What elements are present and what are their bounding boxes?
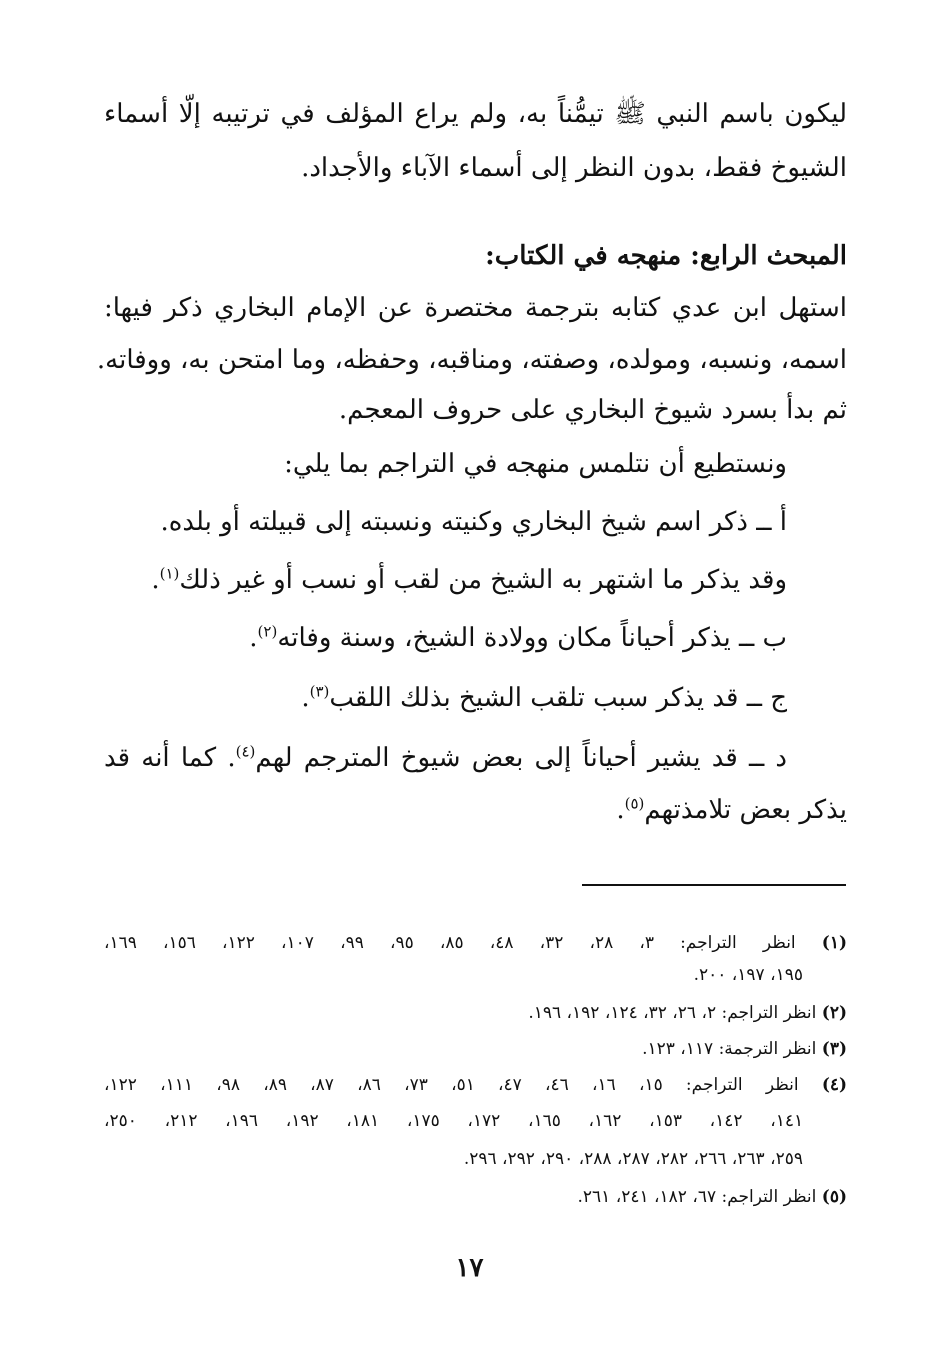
- paragraph-1-line-2: الشيوخ فقط، بدون النظر إلى أسماء الآباء والأجداد.: [301, 153, 847, 183]
- list-item-b-text: ب ــ يذكر أحياناً مكان وولادة الشيخ، وسنة وفاته: [277, 623, 787, 653]
- footnote-1-number: (١): [821, 933, 848, 953]
- list-item-d-text: د ــ قد يشير أحياناً إلى بعض شيوخ المترجم لهم: [255, 743, 787, 773]
- footnote-3-text: انظر الترجمة: ١١٧، ١٢٣.: [642, 1039, 817, 1059]
- footnote-ref-4: (٤): [235, 742, 256, 761]
- footnote-separator: [582, 884, 846, 886]
- sentence-period: .: [616, 795, 625, 825]
- footnote-ref-3: (٣): [309, 682, 330, 701]
- list-item-b: [249, 620, 787, 656]
- sentence-period: .: [151, 565, 160, 595]
- footnote-1-text: انظر التراجم: ٣، ٢٨، ٣٢، ٤٨، ٨٥، ٩٥، ٩٩، ١٠٧، ١٢٢، ١٥٦، ١٦٩،: [104, 933, 796, 953]
- list-item-d-text-2: . كما أنه قد: [104, 743, 236, 773]
- list-item-c: [301, 680, 787, 716]
- footnote-4-line-1: [104, 1072, 847, 1098]
- footnote-ref-1: (١): [159, 564, 180, 583]
- footnote-4-number: (٤): [821, 1075, 848, 1095]
- paragraph-3: ونستطيع أن نتلمس منهجه في التراجم بما يلي:: [284, 449, 787, 479]
- footnote-5-number: (٥): [821, 1187, 847, 1207]
- list-item-d-line-1: [104, 740, 787, 776]
- list-item-d-line-2: [616, 792, 847, 828]
- list-item-c-text: ج ــ قد يذكر سبب تلقب الشيخ بذلك اللقب: [329, 683, 787, 713]
- footnote-ref-2: (٢): [257, 622, 278, 641]
- page-number: ١٧: [455, 1253, 484, 1283]
- section-heading: المبحث الرابع: منهجه في الكتاب:: [485, 241, 847, 271]
- paragraph-2-line-3: ثم بدأ بسرد شيوخ البخاري على حروف المعجم.: [338, 395, 847, 425]
- sentence-period: .: [249, 623, 258, 653]
- paragraph-2-line-2: اسمه، ونسبه، ومولده، وصفته، ومناقبه، وحفظه، وما امتحن به، ووفاته.: [96, 345, 847, 375]
- paragraph-2-line-1: استهل ابن عدي كتابه بترجمة مختصرة عن الإمام البخاري ذكر فيها:: [104, 293, 847, 323]
- footnote-ref-5: (٥): [624, 794, 645, 813]
- footnote-1-line-2: ١٩٥، ١٩٧، ٢٠٠.: [693, 965, 803, 985]
- footnote-4-text: انظر التراجم: ١٥، ١٦، ٤٦، ٤٧، ٥١، ٧٣، ٨٦، ٨٧، ٨٩، ٩٨، ١١١، ١٢٢،: [104, 1075, 799, 1095]
- footnote-1-line-1: [104, 930, 847, 956]
- footnote-2-text: انظر التراجم: ٢، ٢٦، ٣٢، ١٢٤، ١٩٢، ١٩٦.: [528, 1003, 817, 1023]
- footnote-3-number: (٣): [821, 1039, 847, 1059]
- list-item-a-continuation-text: وقد يذكر ما اشتهر به الشيخ من لقب أو نسب أو غير ذلك: [179, 565, 787, 595]
- list-item-d-line-2-text: يذكر بعض تلامذتهم: [644, 795, 847, 825]
- footnote-2: [528, 1000, 847, 1026]
- footnote-2-number: (٢): [821, 1003, 847, 1023]
- sentence-period: .: [301, 683, 310, 713]
- footnote-4-line-3: ٢٥٩، ٢٦٣، ٢٦٦، ٢٨٢، ٢٨٧، ٢٨٨، ٢٩٠، ٢٩٢، ٢٩٦.: [463, 1149, 803, 1169]
- footnote-3: [642, 1036, 847, 1062]
- list-item-a-continuation: [151, 562, 787, 598]
- footnote-5: [578, 1184, 847, 1210]
- paragraph-1-line-1: ليكون باسم النبي ﷺ تيمُّناً به، ولم يراع المؤلف في ترتيبه إلّا أسماء: [104, 99, 847, 129]
- footnote-4-line-2: ١٤١، ١٤٢، ١٥٣، ١٦٢، ١٦٥، ١٧٢، ١٧٥، ١٨١، ١٩٢، ١٩٦، ٢١٢، ٢٥٠،: [104, 1111, 804, 1131]
- footnote-5-text: انظر التراجم: ٦٧، ١٨٢، ٢٤١، ٢٦١.: [577, 1187, 817, 1207]
- list-item-a: أ ــ ذكر اسم شيخ البخاري وكنيته ونسبته إلى قبيلته أو بلده.: [160, 507, 787, 537]
